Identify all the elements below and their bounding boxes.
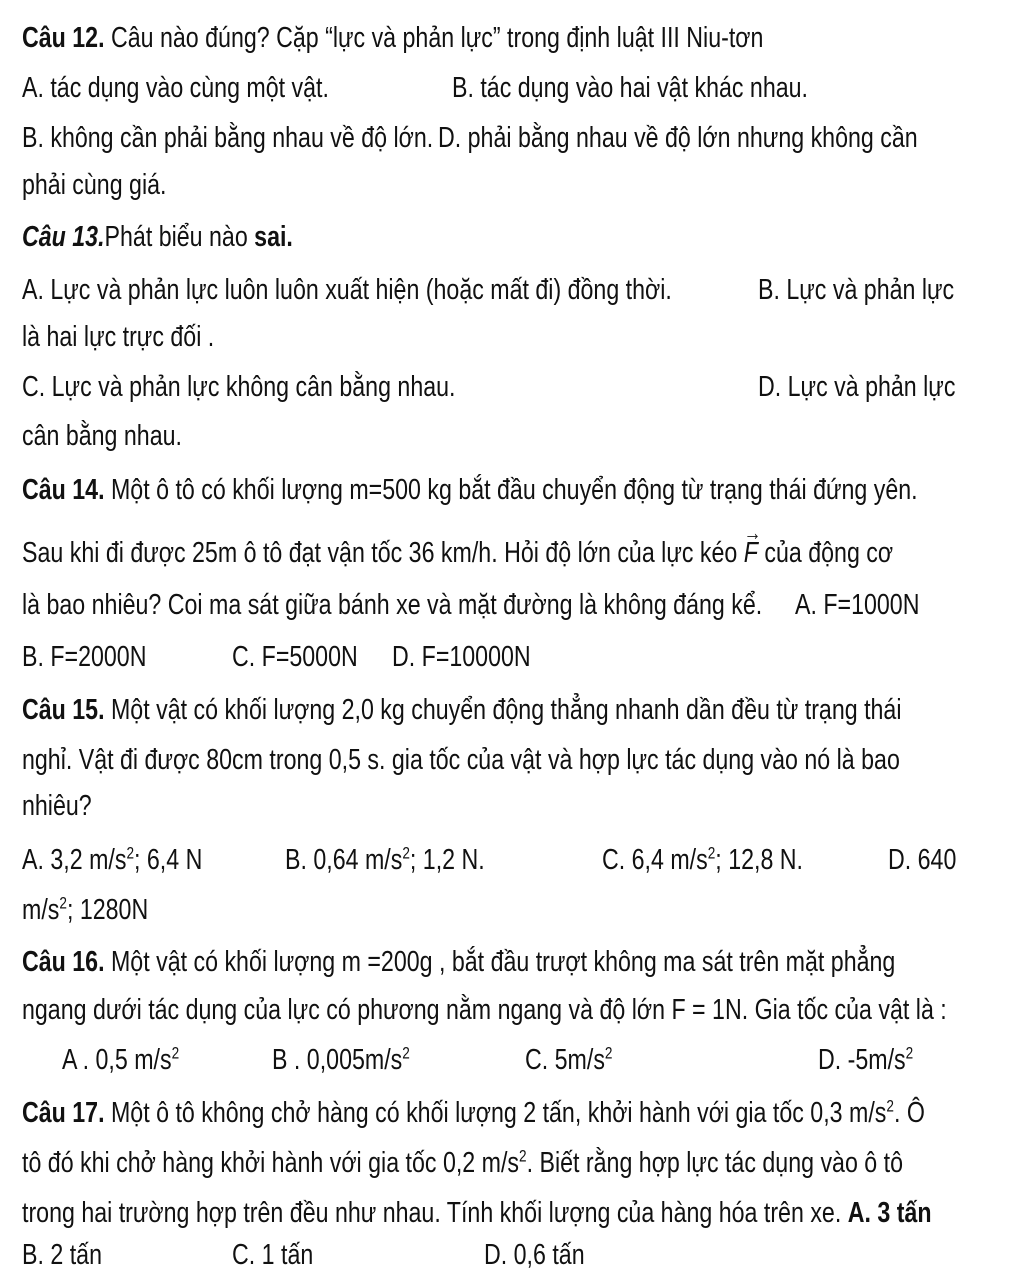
q13-option-d-cont: cân bằng nhau. bbox=[22, 420, 182, 452]
q13-option-a: A. Lực và phản lực luôn luôn xuất hiện (hoặc mất đi) đồng thời. bbox=[22, 274, 672, 306]
q17-option-a: A. 3 tấn bbox=[847, 1197, 932, 1229]
q12-option-d-cont: phải cùng giá. bbox=[22, 169, 167, 201]
q15-option-d: D. 640 bbox=[888, 844, 957, 876]
q16-stem-1: Câu 16. Một vật có khối lượng m =200g , bắt đầu trượt không ma sát trên mặt phẳng bbox=[22, 946, 896, 978]
q12-stem: Câu 12. Câu nào đúng? Cặp “lực và phản lực” trong định luật III Niu-tơn bbox=[22, 22, 764, 54]
q17-option-b: B. 2 tấn bbox=[22, 1239, 102, 1271]
q12-option-b: B. tác dụng vào hai vật khác nhau. bbox=[452, 72, 808, 104]
q14-stem-3: là bao nhiêu? Coi ma sát giữa bánh xe và mặt đường là không đáng kể. bbox=[22, 589, 763, 621]
q15-option-c: C. 6,4 $m/s^2$; 12,8 N. bbox=[602, 843, 803, 876]
q13-option-b-cont: là hai lực trực đối . bbox=[22, 321, 215, 353]
q12-option-a: A. tác dụng vào cùng một vật. bbox=[22, 72, 329, 104]
q12-option-d: D. phải bằng nhau về độ lớn nhưng không cần bbox=[438, 122, 918, 154]
q17-stem-2: tô đó khi chở hàng khởi hành với gia tốc 0,2 $m/s^2$. Biết rằng hợp lực tác dụng vào ô tô bbox=[22, 1146, 903, 1179]
q17-stem-3: trong hai trường hợp trên đều như nhau. Tính khối lượng của hàng hóa trên xe. A. 3 tấn bbox=[22, 1197, 932, 1229]
q13-stem: Câu 13.Phát biểu nào sai. bbox=[22, 221, 293, 253]
q16-stem-2: ngang dưới tác dụng của lực có phương nằm ngang và độ lớn F = 1N. Gia tốc của vật là : bbox=[22, 994, 947, 1026]
q13-option-d: D. Lực và phản lực bbox=[758, 371, 956, 403]
q15-stem-1: Câu 15. Một vật có khối lượng 2,0 kg chuyển động thẳng nhanh dần đều từ trạng thái bbox=[22, 694, 902, 726]
q14-option-a: A. F=1000N bbox=[795, 589, 920, 621]
q15-option-d-cont: $m/s^2$; 1280N bbox=[22, 893, 149, 926]
q15-option-a: A. 3,2 $m/s^2$; 6,4 N bbox=[22, 843, 203, 876]
q14-stem-1: Câu 14. Một ô tô có khối lượng m=500 kg bắt đầu chuyển động từ trạng thái đứng yên. bbox=[22, 474, 918, 506]
q15-stem-3: nhiêu? bbox=[22, 790, 92, 822]
q16-option-c: C. $5m/s^2$ bbox=[525, 1043, 613, 1076]
q16-option-b: B . $0,005m/s^2$ bbox=[272, 1043, 410, 1076]
q15-stem-2: nghỉ. Vật đi được 80cm trong 0,5 s. gia tốc của vật và hợp lực tác dụng vào nó là bao bbox=[22, 744, 900, 776]
q14-option-d: D. F=10000N bbox=[392, 641, 531, 673]
q12-option-b2: B. không cần phải bằng nhau về độ lớn. bbox=[22, 122, 434, 154]
q14-option-c: C. F=5000N bbox=[232, 641, 358, 673]
q14-stem-2: Sau khi đi được 25m ô tô đạt vận tốc 36 km/h. Hỏi độ lớn của lực kéo → F của động cơ bbox=[22, 533, 893, 573]
force-vector-f: → F bbox=[744, 533, 758, 573]
q13-option-c: C. Lực và phản lực không cân bằng nhau. bbox=[22, 371, 456, 403]
q17-option-c: C. 1 tấn bbox=[232, 1239, 314, 1271]
q17-option-d: D. 0,6 tấn bbox=[484, 1239, 585, 1271]
q16-option-a: A . 0,5 $m/s^2$ bbox=[62, 1043, 180, 1076]
q15-option-b: B. 0,64 $m/s^2$; 1,2 N. bbox=[285, 843, 485, 876]
q13-option-b: B. Lực và phản lực bbox=[758, 274, 955, 306]
q17-stem-1: Câu 17. Một ô tô không chở hàng có khối lượng 2 tấn, khởi hành với gia tốc 0,3 $m/s^2$. Ô bbox=[22, 1096, 925, 1129]
q14-option-b: B. F=2000N bbox=[22, 641, 147, 673]
q16-option-d: D. $-5m/s^2$ bbox=[818, 1043, 914, 1076]
